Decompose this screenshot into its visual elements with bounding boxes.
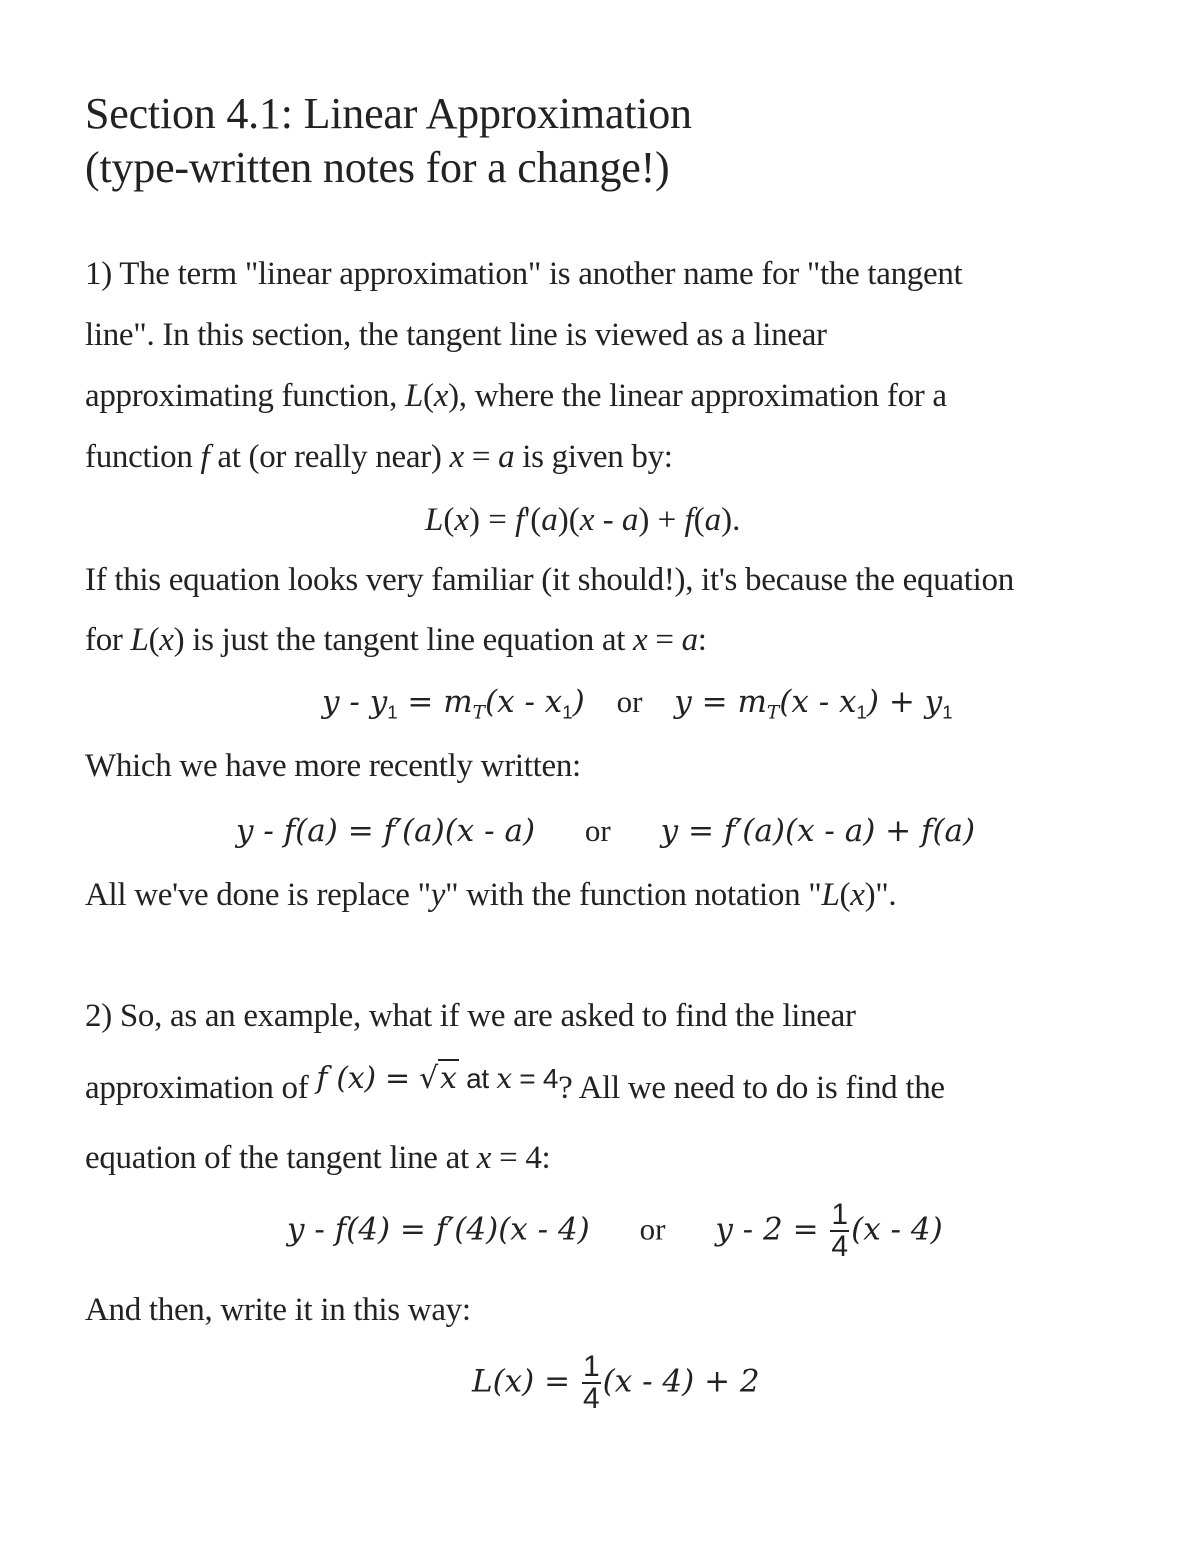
section-title: Section 4.1: Linear Approximation (85, 89, 692, 138)
equation-function-notation: y - f(a) = f′(a)(x - a) or y = f′(a)(x - a) + f(a) (236, 813, 976, 849)
paragraph-3: Which we have more recently written: (85, 748, 581, 784)
example-paragraph-2: And then, write it in this way: (85, 1292, 471, 1328)
paragraph-1-line-2: line". In this section, the tangent line is viewed as a linear (85, 317, 827, 353)
paragraph-1-line-3: approximating function, L(x), where the linear approximation for a (85, 378, 947, 414)
example-paragraph-line-3: equation of the tangent line at x = 4: (85, 1140, 551, 1176)
equation-tangent-line-example: y - f(4) = f′(4)(x - 4) or y - 2 = $\frac{1}{4}$ (x - 4) (287, 1198, 943, 1263)
paragraph-2-line-2: for L(x) is just the tangent line equation at x = a: (85, 622, 707, 658)
equation-linear-approximation: L(x) = f'(a)(x - a) + f(a). (425, 502, 741, 538)
paragraph-4: All we've done is replace "y" with the function notation "L(x)". (85, 877, 897, 913)
equation-point-slope: $y - y_1 = m_T(x - x_1)$ or $y = m_T(x - x_1) + y_1$ (322, 684, 953, 724)
paragraph-1-line-1: 1) The term "linear approximation" is another name for "the tangent (85, 256, 963, 292)
example-paragraph-line-2: approximation of f (x) = √x $^{at}$ $^x$ $^{= 4}$? All we need to do is find the (85, 1061, 945, 1106)
paragraph-2-line-1: If this equation looks very familiar (it should!), it's because the equation (85, 562, 1014, 598)
equation-linear-approximation-result: L(x) = $\frac{1}{4}$ (x - 4) + 2 (472, 1350, 760, 1415)
section-subtitle: (type-written notes for a change!) (85, 143, 670, 192)
example-paragraph-line-1: 2) So, as an example, what if we are asked to find the linear (85, 998, 856, 1034)
paragraph-1-line-4: function f at (or really near) x = a is given by: (85, 439, 673, 475)
